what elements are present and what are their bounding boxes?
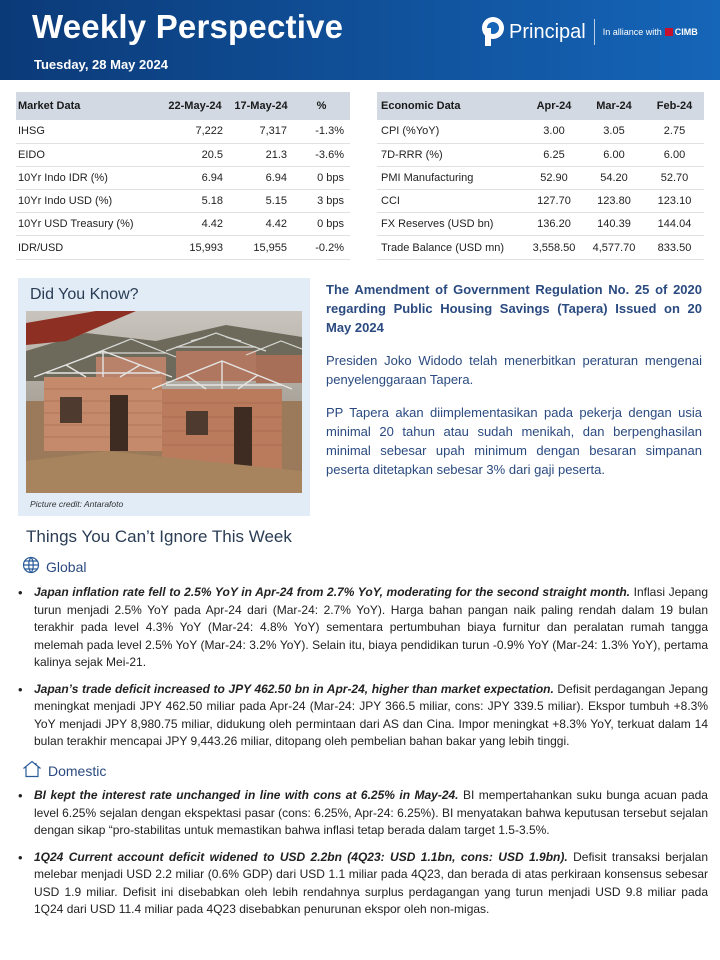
row-label: IDR/USD bbox=[16, 236, 161, 259]
did-you-know-title: Did You Know? bbox=[30, 286, 139, 303]
cell-value: 140.39 bbox=[583, 213, 645, 236]
cell-value: 15,955 bbox=[229, 236, 293, 259]
row-label: CPI (%YoY) bbox=[377, 120, 525, 143]
cell-value: 20.5 bbox=[161, 143, 229, 166]
cell-value: 144.04 bbox=[645, 213, 704, 236]
section-title: Things You Can’t Ignore This Week bbox=[26, 527, 292, 546]
list-item bbox=[16, 849, 708, 919]
column-header: Feb-24 bbox=[645, 92, 704, 120]
cell-value: 3.00 bbox=[525, 120, 583, 143]
cell-value: 6.94 bbox=[229, 166, 293, 189]
table-row bbox=[377, 143, 704, 166]
cell-value: 5.15 bbox=[229, 190, 293, 213]
cell-value: 3.05 bbox=[583, 120, 645, 143]
table-row bbox=[16, 143, 350, 166]
row-label: 10Yr USD Treasury (%) bbox=[16, 213, 161, 236]
cell-value: 127.70 bbox=[525, 190, 583, 213]
domestic-news-list bbox=[16, 787, 708, 928]
global-news-list bbox=[16, 584, 708, 760]
cell-value: 4.42 bbox=[161, 213, 229, 236]
table-row bbox=[377, 190, 704, 213]
cell-value: 833.50 bbox=[645, 236, 704, 259]
cell-value: 3,558.50 bbox=[525, 236, 583, 259]
list-item bbox=[16, 584, 708, 672]
cell-value: -3.6% bbox=[293, 143, 350, 166]
brand-name: Principal bbox=[509, 20, 586, 43]
row-label: 7D-RRR (%) bbox=[377, 143, 525, 166]
economic-data-table bbox=[377, 92, 704, 260]
cell-value: 4,577.70 bbox=[583, 236, 645, 259]
cell-value: -1.3% bbox=[293, 120, 350, 143]
column-header: 22-May-24 bbox=[161, 92, 229, 120]
row-label: FX Reserves (USD bn) bbox=[377, 213, 525, 236]
article-paragraph: Presiden Joko Widodo telah menerbitkan peraturan mengenai penyelenggaraan Tapera. bbox=[326, 353, 702, 387]
cell-value: 6.94 bbox=[161, 166, 229, 189]
list-item bbox=[16, 787, 708, 840]
row-label: PMI Manufacturing bbox=[377, 166, 525, 189]
cell-value: 6.00 bbox=[645, 143, 704, 166]
global-section-header bbox=[22, 556, 86, 577]
cell-value: 21.3 bbox=[229, 143, 293, 166]
cell-value: 7,222 bbox=[161, 120, 229, 143]
news-body: Inflasi Jepang turun menjadi 2.5% YoY pada Apr-24 dari (Mar-24: 2.7% YoY). Harga bahan pangan naik paling rendah dalam 19 bulan terakhir pada level 4.3% YoY (Mar-24: 4.8% YoY) sementara pertumbuhan biaya furnitur dan peralatan rumah tangga melemah pada level 2.5% YoY (Mar-24: 3.2% YoY). Selain itu, biaya pendidikan turun -0.9% YoY (Mar-24: 1.3% YoY), pertama kalinya sejak Mei-21. bbox=[34, 585, 709, 669]
header-banner bbox=[0, 0, 720, 80]
cell-value: 15,993 bbox=[161, 236, 229, 259]
table-row bbox=[377, 120, 704, 143]
cell-value: 0 bps bbox=[293, 213, 350, 236]
alliance-text: In alliance with bbox=[602, 27, 662, 37]
cell-value: 4.42 bbox=[229, 213, 293, 236]
table-row bbox=[16, 213, 350, 236]
housing-construction-photo bbox=[26, 311, 302, 493]
list-item bbox=[16, 681, 708, 751]
news-lead: Japan inflation rate fell to 2.5% YoY in Apr-24 from 2.7% YoY, moderating for the second straight month. bbox=[34, 585, 631, 599]
column-header: Economic Data bbox=[377, 92, 525, 120]
cell-value: 3 bps bbox=[293, 190, 350, 213]
cell-value: 123.10 bbox=[645, 190, 704, 213]
logo-divider bbox=[594, 19, 595, 45]
cell-value: 2.75 bbox=[645, 120, 704, 143]
row-label: CCI bbox=[377, 190, 525, 213]
cell-value: 6.25 bbox=[525, 143, 583, 166]
article-heading: The Amendment of Government Regulation No. 25 of 2020 regarding Public Housing Savings (Tapera) Issued on 20 May 2024 bbox=[326, 282, 702, 335]
row-label: Trade Balance (USD mn) bbox=[377, 236, 525, 259]
news-body: Defisit perdagangan Jepang meningkat menjadi JPY 462.50 miliar pada Apr-24 (Mar-24: JPY 366.5 miliar, cons: JPY 339.5 miliar). Ekspor tumbuh +8.3% YoY menjadi JPY 8,980.75 miliar, didukung oleh permintaan dari AS dan Cina. Impor meningkat +8.3% YoY, terkuat dalam 14 bulan terakhir mencapai JPY 9,443.26 miliar, ditopang oleh pembelian bahan bakar yang lebih tinggi. bbox=[34, 681, 708, 748]
global-label: Global bbox=[46, 558, 87, 575]
column-header: 17-May-24 bbox=[229, 92, 293, 120]
row-label: 10Yr Indo IDR (%) bbox=[16, 166, 161, 189]
column-header: Mar-24 bbox=[583, 92, 645, 120]
table-row bbox=[16, 190, 350, 213]
cell-value: 0 bps bbox=[293, 166, 350, 189]
table-row bbox=[377, 213, 704, 236]
cell-value: 6.00 bbox=[583, 143, 645, 166]
column-header: % bbox=[293, 92, 350, 120]
globe-icon bbox=[22, 556, 46, 577]
photo-credit: Picture credit: Antarafoto bbox=[30, 499, 124, 509]
article-paragraph: PP Tapera akan diimplementasikan pada pekerja dengan usia minimal 20 tahun atau sudah menikah, dan berpenghasilan minimal sebesar upah minimum dengan besaran simpanan peserta ditetapkan sebesar 3% dari gaji peserta. bbox=[326, 405, 702, 477]
table-header-row bbox=[377, 92, 704, 120]
news-body: BI mempertahankan suku bunga acuan pada level 6.25% sejalan dengan ekspektasi pasar (cons: 6.25%, Apr-24: 6.25%). BI menyatakan bahwa keputusan tersebut sejalan dengan sikap “pro-stabilitas untuk memastikan bahwa inflasi tetap berada dalam target 1.5-3.5%. bbox=[34, 788, 708, 837]
column-header: Market Data bbox=[16, 92, 161, 120]
table-row bbox=[377, 166, 704, 189]
house-icon bbox=[22, 760, 48, 781]
tapera-article bbox=[326, 280, 702, 479]
table-row bbox=[377, 236, 704, 259]
cell-value: -0.2% bbox=[293, 236, 350, 259]
row-label: IHSG bbox=[16, 120, 161, 143]
cell-value: 54.20 bbox=[583, 166, 645, 189]
cimb-icon bbox=[665, 28, 673, 36]
partner-name: CIMB bbox=[674, 27, 698, 37]
cell-value: 5.18 bbox=[161, 190, 229, 213]
row-label: 10Yr Indo USD (%) bbox=[16, 190, 161, 213]
table-header-row bbox=[16, 92, 350, 120]
principal-mark-icon bbox=[481, 16, 505, 48]
table-row bbox=[16, 120, 350, 143]
news-body: Defisit transaksi berjalan melebar menjadi USD 2.2 miliar (0.6% GDP) dari USD 1.1 miliar pada 4Q23, dan berada di atas perkiraan konsensus sebesar USD 1.9 miliar. Defisit ini disebabkan oleh lebih rendahnya surplus perdagangan yang turun menjadi USD 9.8 miliar pada 1Q24 dari USD 11.4 miliar pada 4Q23 disebabkan penurunan ekspor oleh non-migas. bbox=[34, 849, 708, 916]
cell-value: 7,317 bbox=[229, 120, 293, 143]
cell-value: 52.90 bbox=[525, 166, 583, 189]
principal-logo bbox=[481, 16, 698, 48]
did-you-know-box bbox=[18, 278, 310, 516]
cell-value: 52.70 bbox=[645, 166, 704, 189]
table-row bbox=[16, 166, 350, 189]
domestic-section-header bbox=[22, 760, 106, 781]
page-title: Weekly Perspective bbox=[32, 8, 344, 45]
news-lead: BI kept the interest rate unchanged in line with cons at 6.25% in May-24. bbox=[34, 788, 459, 802]
table-row bbox=[16, 236, 350, 259]
domestic-label: Domestic bbox=[48, 762, 107, 779]
column-header: Apr-24 bbox=[525, 92, 583, 120]
market-data-table bbox=[16, 92, 350, 260]
cell-value: 123.80 bbox=[583, 190, 645, 213]
news-lead: Japan’s trade deficit increased to JPY 462.50 bn in Apr-24, higher than market expectation. bbox=[34, 681, 554, 696]
row-label: EIDO bbox=[16, 143, 161, 166]
news-lead: 1Q24 Current account deficit widened to USD 2.2bn (4Q23: USD 1.1bn, cons: USD 1.9bn). bbox=[34, 849, 568, 864]
cell-value: 136.20 bbox=[525, 213, 583, 236]
publication-date: Tuesday, 28 May 2024 bbox=[34, 57, 168, 72]
